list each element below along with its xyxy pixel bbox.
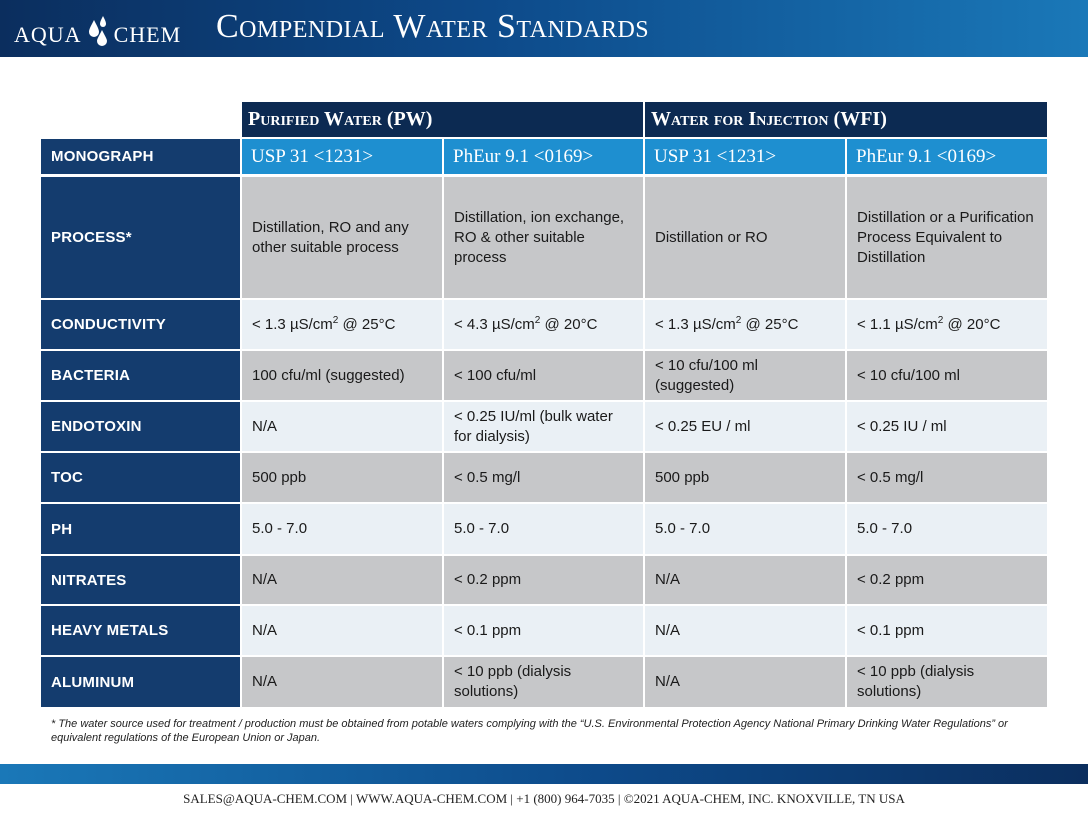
table-cell xyxy=(242,657,442,707)
header-banner xyxy=(0,0,1088,57)
table-cell xyxy=(847,402,1047,451)
table-cell-text: 100 cfu/ml (suggested) xyxy=(252,366,405,384)
table-cell-text: 5.0 - 7.0 xyxy=(454,520,510,537)
table-cell-text: N/A xyxy=(655,673,681,690)
table-cell xyxy=(444,606,643,655)
table-cell xyxy=(444,657,643,707)
table-cell-text: N/A xyxy=(655,621,681,639)
water-drops-icon xyxy=(85,16,111,46)
group-header-pw-text: Purified Water (PW) xyxy=(248,108,433,130)
page-title: Compendial Water Standards xyxy=(216,8,650,45)
logo-text-left: AQUA xyxy=(14,22,82,47)
table-cell xyxy=(645,606,845,655)
table-cell-text: 5.0 - 7.0 xyxy=(857,520,913,537)
table-cell xyxy=(645,556,845,604)
row-label-conductivity-text: CONDUCTIVITY xyxy=(51,316,166,333)
table-cell-text: Distillation or RO xyxy=(655,228,768,246)
table-cell-text: < 0.1 ppm xyxy=(857,621,925,639)
table-cell xyxy=(444,402,643,451)
table-cell xyxy=(645,351,845,400)
table-cell-text: 5.0 - 7.0 xyxy=(655,520,711,537)
monograph-cell xyxy=(242,139,442,174)
row-label-heavy-metals xyxy=(41,606,240,655)
table-cell xyxy=(242,453,442,502)
table-cell-text: < 0.25 IU/ml (bulk water for dialysis) xyxy=(454,407,613,445)
table-cell xyxy=(242,402,442,451)
table-cell xyxy=(645,657,845,707)
row-label-toc xyxy=(41,453,240,502)
table-cell-text: < 10 ppb (dialysis solutions) xyxy=(857,663,975,700)
table-cell xyxy=(242,351,442,400)
table-cell xyxy=(847,300,1047,349)
group-header-wfi-text: Water for Injection (WFI) xyxy=(651,108,887,130)
table-cell xyxy=(242,606,442,655)
monograph-cell-text: PhEur 9.1 <0169> xyxy=(453,145,594,167)
row-label-endotoxin-text: ENDOTOXIN xyxy=(51,418,142,435)
row-label-conductivity xyxy=(41,300,240,349)
table-cell-text: Distillation or a Purification Process Equivalent to Distillation xyxy=(857,208,1034,266)
row-label-bacteria-text: BACTERIA xyxy=(51,367,131,384)
table-cell xyxy=(444,453,643,502)
monograph-cell-text: USP 31 <1231> xyxy=(251,145,374,167)
table-cell-text: N/A xyxy=(655,571,681,588)
table-cell-text: < 0.5 mg/l xyxy=(454,468,521,486)
table-cell-text: < 1.3 $\mu S/cm^2$ @ 25°C xyxy=(655,314,799,333)
table-cell-text: < 0.1 ppm xyxy=(454,621,522,639)
row-label-heavy-metals-text: HEAVY METALS xyxy=(51,622,169,639)
table-cell-text: 5.0 - 7.0 xyxy=(252,520,308,537)
monograph-cell xyxy=(444,139,643,174)
table-cell-text: < 4.3 $\mu S/cm^2$ @ 20°C xyxy=(454,314,598,333)
table-cell xyxy=(444,177,643,298)
row-label-process-text: PROCESS* xyxy=(51,229,132,246)
table-cell xyxy=(645,453,845,502)
row-label-nitrates-text: NITRATES xyxy=(51,571,127,589)
table-cell-text: 500 ppb xyxy=(655,468,710,486)
logo-text-right: CHEM xyxy=(113,22,182,47)
row-label-nitrates xyxy=(41,556,240,604)
table-cell-text: < 10 cfu/100 ml xyxy=(857,366,960,384)
monograph-cell-text: PhEur 9.1 <0169> xyxy=(856,145,997,167)
row-label-toc-text: TOC xyxy=(51,469,83,486)
monograph-cell xyxy=(645,139,845,174)
table-cell xyxy=(444,504,643,554)
table-cell xyxy=(444,300,643,349)
row-label-ph xyxy=(41,504,240,554)
footer-contact: SALES@AQUA-CHEM.COM | WWW.AQUA-CHEM.COM | +1 (800) 964-7035 | ©2021 AQUA-CHEM, INC. KNOXVILLE, TN USA xyxy=(183,791,905,806)
table-cell xyxy=(242,177,442,298)
row-label-process xyxy=(41,177,240,298)
table-cell xyxy=(242,300,442,349)
footer-bar xyxy=(0,764,1088,784)
table-cell-text: < 0.5 mg/l xyxy=(857,468,924,486)
table-cell-text: < 10 cfu/100 ml (suggested) xyxy=(655,356,758,394)
table-cell xyxy=(242,504,442,554)
footnote: * The water source used for treatment / production must be obtained from potable waters complying with the “U.S. Environmental Protection Agency National Primary Drinking Water Regulations” or equivalent regulations of the European Union or Japan. xyxy=(51,718,1008,744)
table-cell-text: N/A xyxy=(252,571,278,588)
table-cell xyxy=(645,177,845,298)
table-cell xyxy=(847,351,1047,400)
table-cell xyxy=(645,402,845,451)
table-cell-text: N/A xyxy=(252,621,278,639)
row-label-aluminum-text: ALUMINUM xyxy=(51,673,135,691)
table-cell-text: N/A xyxy=(252,417,278,435)
table-cell xyxy=(645,504,845,554)
table-cell-text: Distillation, ion exchange, RO & other suitable process xyxy=(454,208,625,266)
table-cell-text: < 1.3 $\mu S/cm^2$ @ 25°C xyxy=(252,314,396,333)
table-cell xyxy=(645,300,845,349)
row-label-endotoxin xyxy=(41,402,240,451)
table-cell-text: 500 ppb xyxy=(252,468,307,486)
table-cell xyxy=(847,606,1047,655)
table-cell xyxy=(444,351,643,400)
row-label-aluminum xyxy=(41,657,240,707)
row-label-monograph-text: MONOGRAPH xyxy=(51,148,154,165)
aqua-chem-logo xyxy=(14,20,181,48)
row-label-monograph xyxy=(41,139,240,174)
table-cell xyxy=(847,556,1047,604)
group-header-pw xyxy=(242,102,643,137)
table-cell xyxy=(847,177,1047,298)
table-cell xyxy=(847,453,1047,502)
table-cell xyxy=(847,657,1047,707)
table-cell xyxy=(444,556,643,604)
row-label-ph-text: PH xyxy=(51,520,73,538)
table-cell-text: < 0.25 EU / ml xyxy=(655,417,751,435)
table-cell-text: N/A xyxy=(252,673,278,690)
table-cell xyxy=(847,504,1047,554)
monograph-cell xyxy=(847,139,1047,174)
monograph-cell-text: USP 31 <1231> xyxy=(654,145,777,167)
group-header-wfi xyxy=(645,102,1047,137)
row-label-bacteria xyxy=(41,351,240,400)
table-cell xyxy=(242,556,442,604)
table-cell-text: < 10 ppb (dialysis solutions) xyxy=(454,663,572,700)
table-cell-text: < 0.2 ppm xyxy=(454,571,522,588)
table-cell-text: < 0.25 IU / ml xyxy=(857,417,947,435)
table-cell-text: < 100 cfu/ml xyxy=(454,366,537,384)
table-cell-text: < 0.2 ppm xyxy=(857,571,925,588)
table-cell-text: < 1.1 $\mu S/cm^2$ @ 20°C xyxy=(857,314,1001,333)
table-cell-text: Distillation, RO and any other suitable process xyxy=(252,218,409,256)
